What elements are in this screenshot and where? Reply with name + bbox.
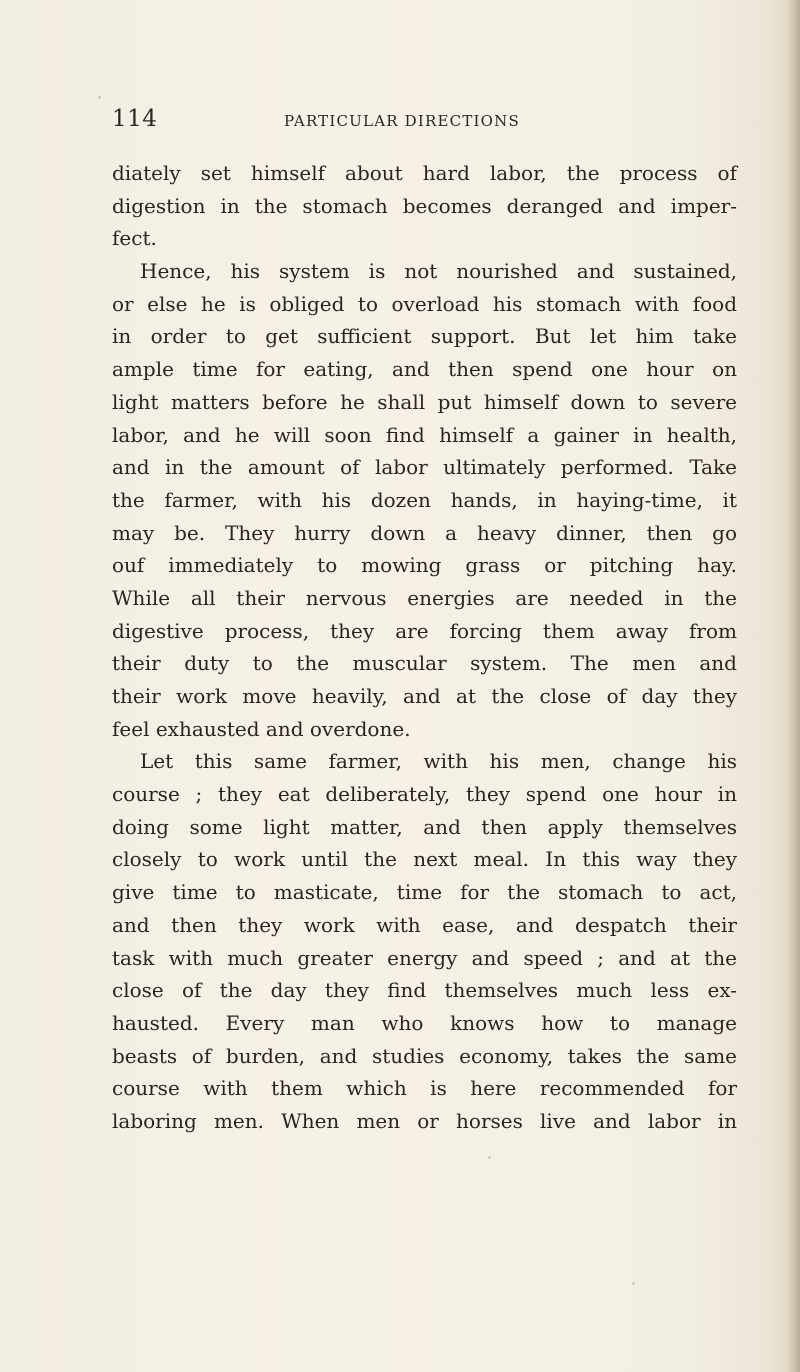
text-line: ouf immediately to mowing grass or pitching hay.: [112, 553, 737, 578]
text-line: may be. They hurry down a heavy dinner, then go: [112, 520, 737, 545]
running-title: PARTICULAR DIRECTIONS: [284, 112, 520, 130]
text-line: hausted. Every man who knows how to manage: [112, 1010, 737, 1035]
paper-speck: [98, 96, 101, 99]
paper-speck: [632, 1282, 635, 1285]
text-line: their duty to the muscular system. The men and: [112, 651, 737, 676]
text-line: closely to work until the next meal. In this way they: [112, 847, 737, 872]
text-line: laboring men. When men or horses live and labor in: [112, 1108, 737, 1133]
text-line: task with much greater energy and speed ; and at the: [112, 945, 737, 970]
text-line: close of the day they find themselves much less ex-: [112, 978, 737, 1003]
text-line: beasts of burden, and studies economy, takes the same: [112, 1043, 737, 1068]
text-line: course ; they eat deliberately, they spend one hour in: [112, 782, 737, 807]
text-line: digestive process, they are forcing them away from: [112, 618, 737, 643]
text-line: fect.: [112, 226, 157, 251]
text-line: doing some light matter, and then apply themselves: [112, 814, 737, 839]
text-line: Let this same farmer, with his men, change his: [140, 749, 737, 774]
text-line: digestion in the stomach becomes deranged and imper-: [112, 193, 737, 218]
paper-speck: [488, 1156, 491, 1159]
text-line: course with them which is here recommended for: [112, 1076, 737, 1101]
text-line: feel exhausted and overdone.: [112, 716, 411, 741]
text-line: and in the amount of labor ultimately performed. Take: [112, 455, 737, 480]
text-line: or else he is obliged to overload his stomach with food: [112, 291, 737, 316]
text-line: diately set himself about hard labor, the process of: [112, 161, 737, 185]
text-line: their work move heavily, and at the close of day they: [112, 684, 737, 708]
text-line: Hence, his system is not nourished and sustained,: [140, 259, 737, 284]
running-head: [112, 106, 632, 146]
text-line: the farmer, with his dozen hands, in haying-time, it: [112, 487, 737, 512]
body-text: [112, 157, 737, 1138]
text-line: and then they work with ease, and despatch their: [112, 912, 737, 937]
text-line: light matters before he shall put himself down to severe: [112, 389, 737, 414]
text-line: give time to masticate, time for the stomach to act,: [112, 880, 737, 905]
text-line: ample time for eating, and then spend one hour on: [112, 357, 737, 382]
page-edge-shadow: [786, 0, 800, 1372]
text-line: in order to get sufficient support. But let him take: [112, 324, 737, 349]
text-line: labor, and he will soon find himself a gainer in health,: [112, 422, 737, 447]
page-number: 114: [112, 106, 158, 132]
text-line: While all their nervous energies are needed in the: [112, 585, 737, 610]
